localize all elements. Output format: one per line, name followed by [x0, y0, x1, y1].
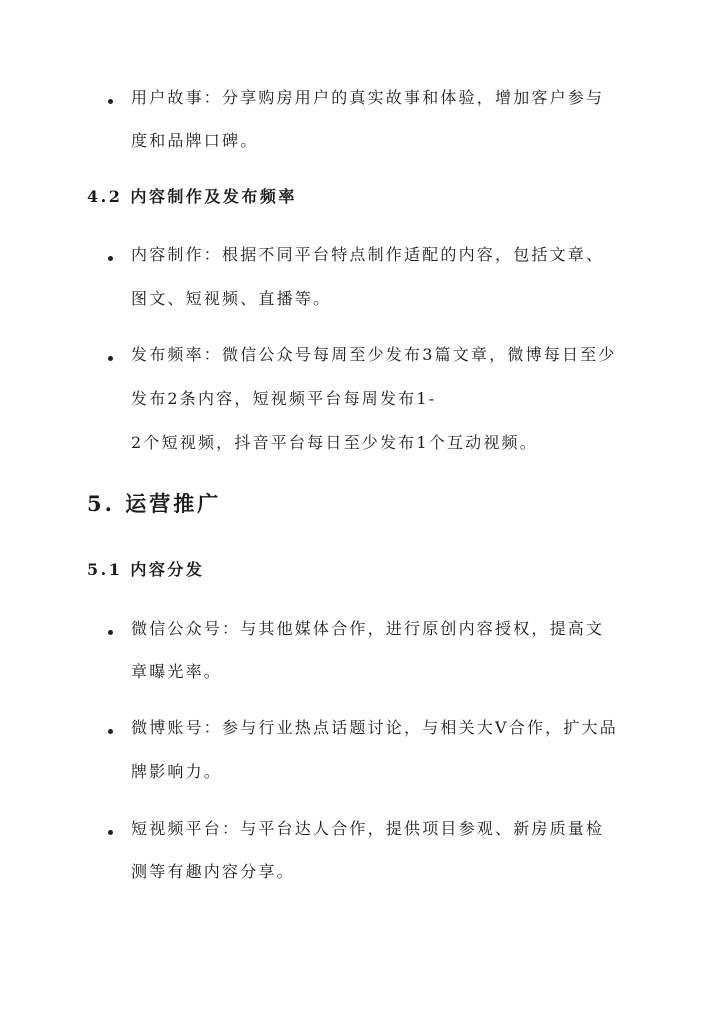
list-item-text-line: 用户故事：分享购房用户的真实故事和体验，增加客户参与 [131, 88, 605, 107]
list-item-text-line: 发布频率：微信公众号每周至少发布3篇文章，微博每日至少 [131, 345, 617, 364]
bullet-icon [108, 729, 113, 734]
bullet-icon [108, 830, 113, 835]
section-heading-4-2: 4.2 内容制作及发布频率 [87, 187, 297, 206]
bullet-icon [108, 356, 113, 361]
list-item-text-line: 度和品牌口碑。 [131, 131, 259, 150]
list-item-text-line: 章曝光率。 [131, 662, 223, 681]
section-heading-5-1: 5.1 内容分发 [87, 560, 205, 579]
list-item-text-line: 微信公众号：与其他媒体合作，进行原创内容授权，提高文 [131, 619, 605, 638]
section-heading-5: 5. 运营推广 [87, 491, 222, 516]
list-item-text-line: 微博账号：参与行业热点话题讨论，与相关大V合作，扩大品 [131, 718, 618, 737]
list-item-text-line: 2个短视频，抖音平台每日至少发布1个互动视频。 [131, 433, 538, 452]
bullet-icon [108, 256, 113, 261]
list-item-text-line: 发布2条内容，短视频平台每周发布1- [131, 389, 437, 408]
bullet-icon [108, 99, 113, 104]
list-item-text-line: 测等有趣内容分享。 [131, 862, 295, 881]
list-item-text-line: 短视频平台：与平台达人合作，提供项目参观、新房质量检 [131, 819, 605, 838]
list-item-text-line: 内容制作：根据不同平台特点制作适配的内容，包括文章、 [131, 245, 605, 264]
list-item-text-line: 图文、短视频、直播等。 [131, 289, 332, 308]
list-item-text-line: 牌影响力。 [131, 762, 223, 781]
bullet-icon [108, 630, 113, 635]
